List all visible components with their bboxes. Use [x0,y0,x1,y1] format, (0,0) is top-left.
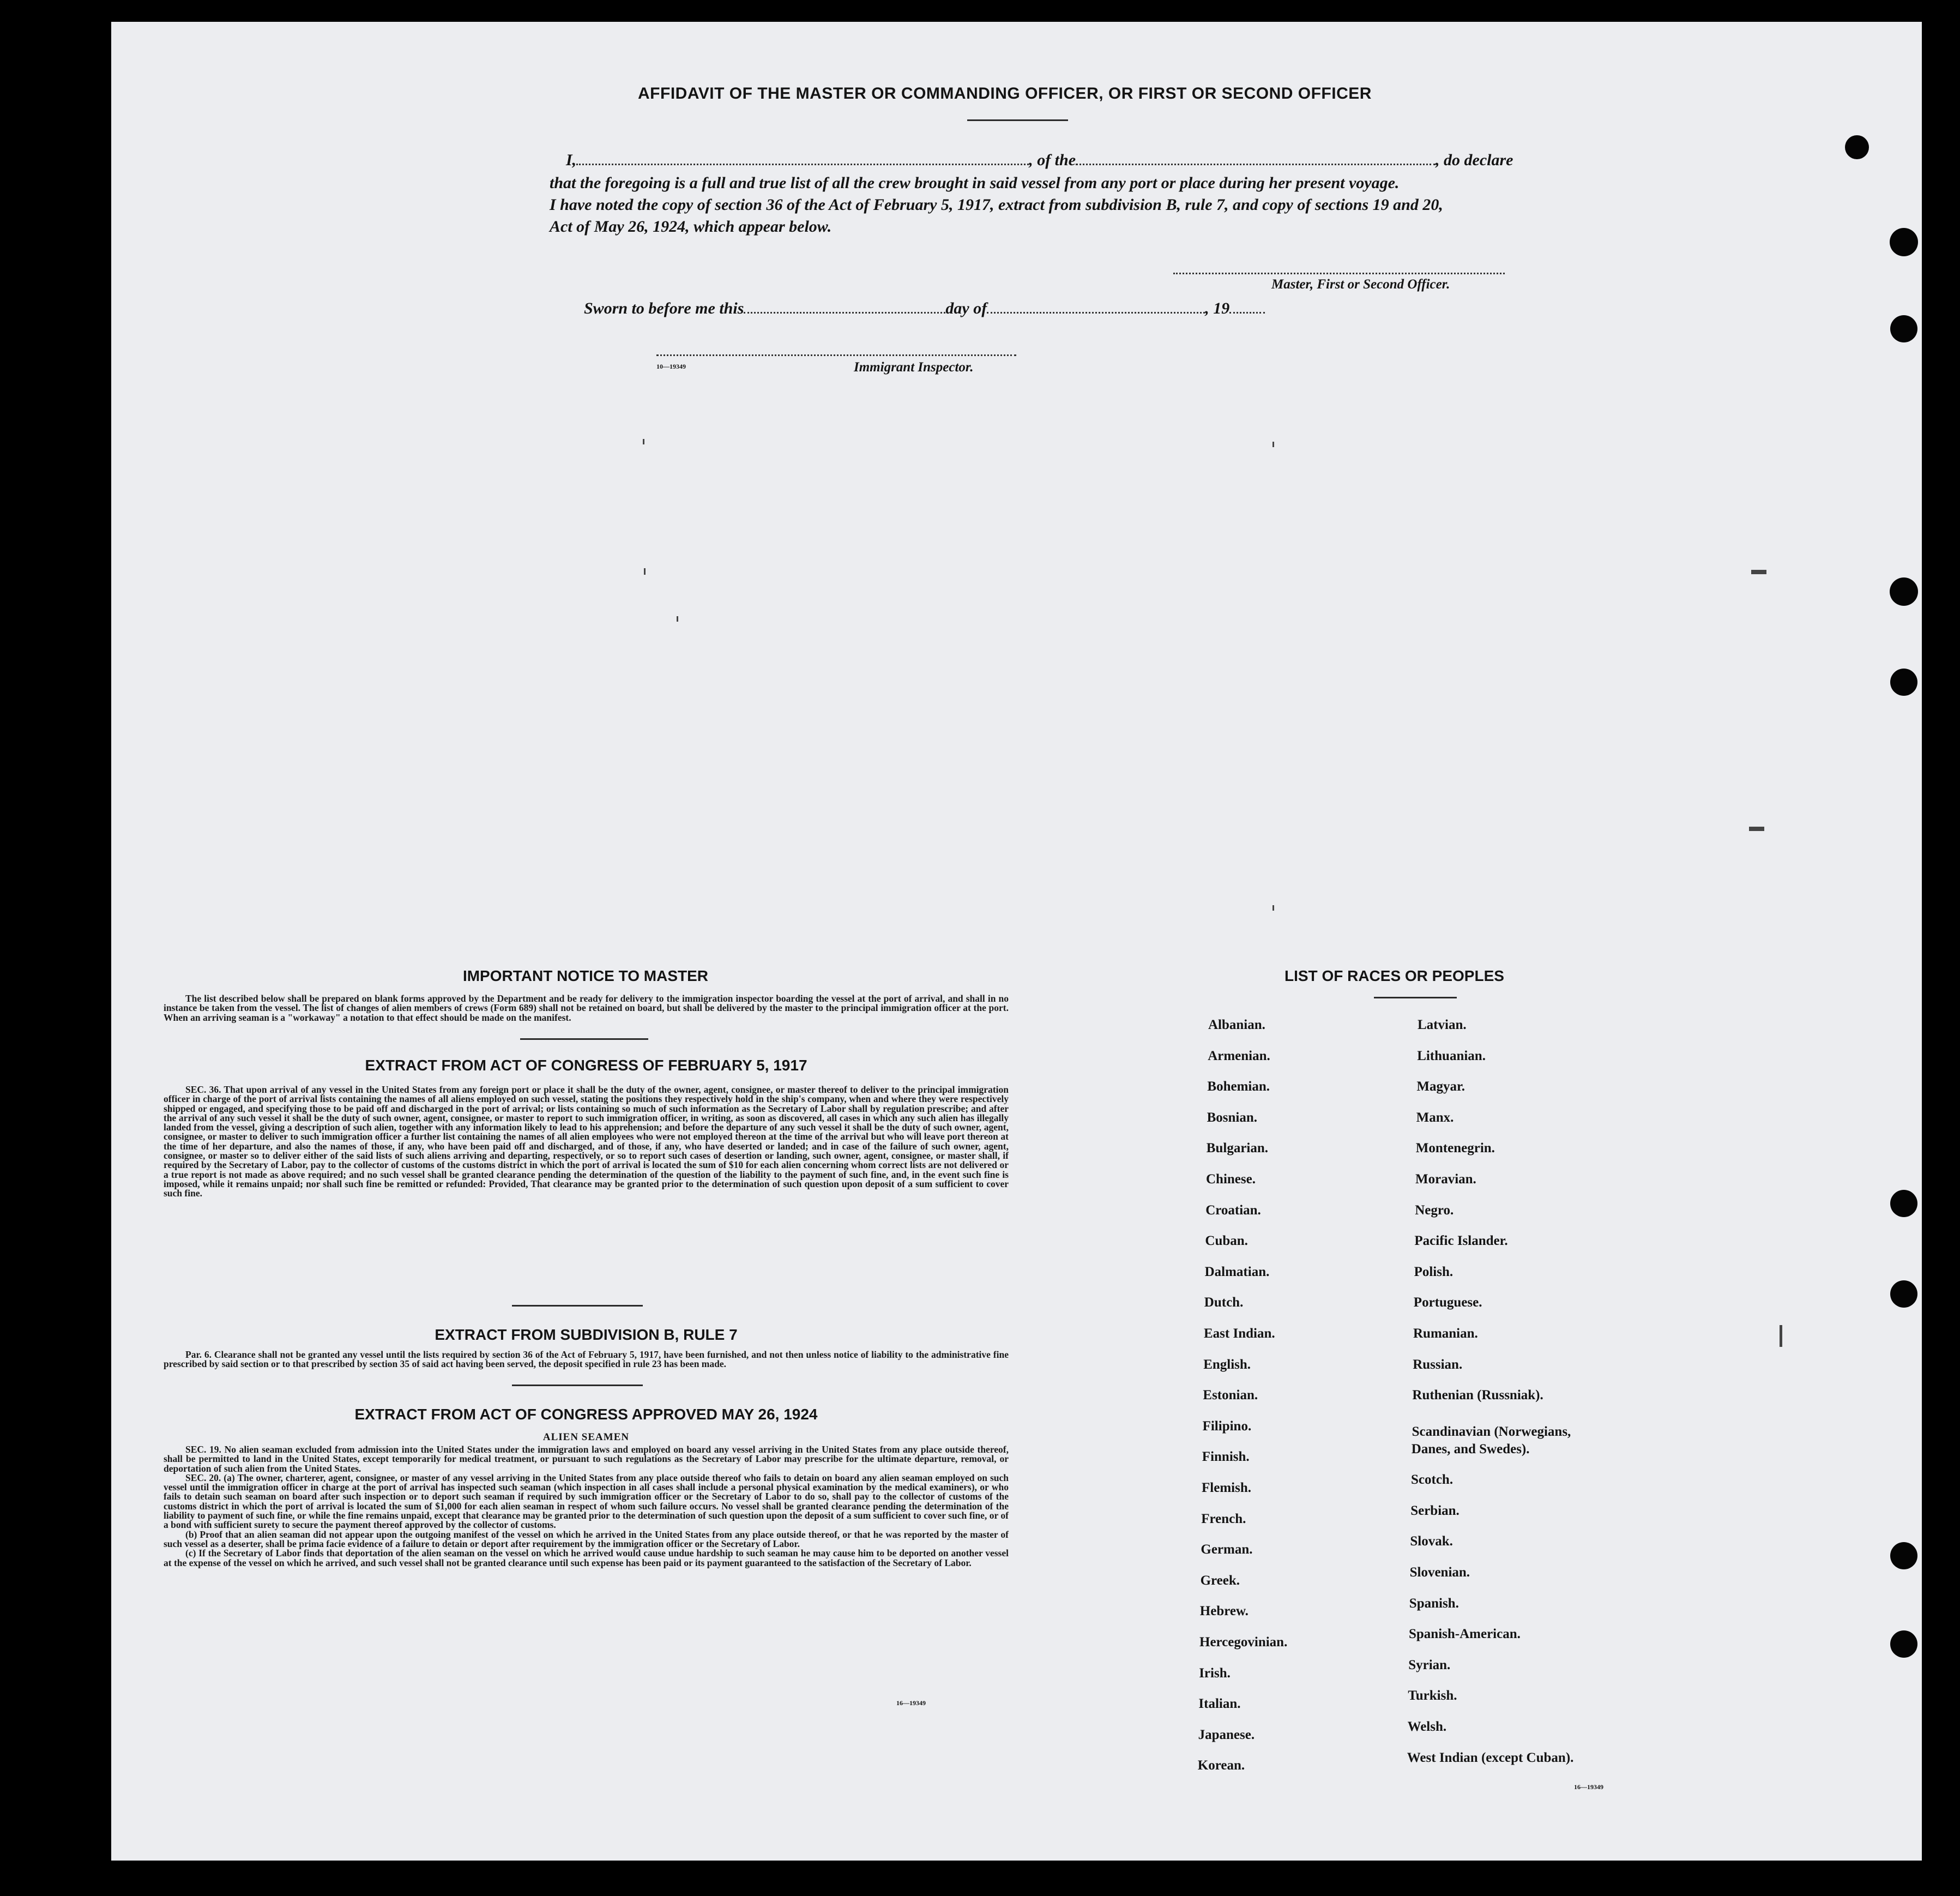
scan-mark [644,568,646,575]
extract-1917-rule [512,1305,643,1307]
section-20a-paragraph: SEC. 20. (a) The owner, charterer, agent, consignee, or master of any vessel arriving in the United States from any place outside thereof who fails to detain on board any alien seaman employed on such vessel until the immigration officer in charge at the port of arrival has inspected such seaman (which inspection in all cases shall include a personal physical examination by the medical examiners), or who fails to detain such seaman on board after such inspection or to deport such seaman if required by such immigration officer or the Secretary of Labor to do so, shall pay to the collector of customs of the customs district in which the port of arrival is located the sum of $1,000 for each alien seaman in respect of whom such failure occurs. No vessel shall be granted clearance pending the determination of the liability to payment of such fine, or while the fine remains unpaid, except that clearance may be granted prior to the determination of such question upon the deposit of a sum sufficient to cover such fine, or of a bond with sufficient surety to secure the payment thereof approved by the collector of customs. [164,1472,1009,1531]
binder-hole [1890,1190,1917,1217]
race-item: Greek. [1200,1573,1240,1588]
race-item: Finnish. [1202,1449,1250,1465]
affidavit-line-1 [550,149,1513,172]
race-item: Manx. [1416,1110,1454,1125]
race-item: Bosnian. [1207,1110,1258,1125]
race-item: Turkish. [1408,1688,1457,1704]
race-item: Spanish. [1409,1596,1459,1611]
race-item: English. [1203,1357,1251,1372]
section-20b-paragraph: (b) Proof that an alien seaman did not appear upon the outgoing manifest of the vessel on which he arrived in the United States from any place outside thereof, or that he was reported by the master of such vessel as a deserter, shall be prima facie evidence of a failure to detain or deport after requirement by the immigration officer or the Secretary of Labor. [164,1528,1009,1549]
affidavit-title: AFFIDAVIT OF THE MASTER OR COMMANDING OFFICER, OR FIRST OR SECOND OFFICER [638,85,1372,103]
extract-form-number: 16—19349 [896,1699,926,1707]
race-item: Welsh. [1407,1719,1447,1734]
race-item: Hercegovinian. [1199,1635,1288,1650]
extract-rule7-rule [512,1385,643,1386]
race-item: Dutch. [1204,1295,1244,1310]
binder-hole [1890,1542,1917,1569]
race-item: Montenegrin. [1415,1141,1495,1156]
extract-1924-text [164,1445,1009,1568]
race-item: West Indian (except Cuban). [1407,1750,1574,1765]
race-item: Cuban. [1205,1233,1248,1249]
notice-text [164,994,1009,1022]
scan-mark [1751,570,1766,574]
inspector-signature-line[interactable] [656,354,1016,356]
declarant-name-field[interactable] [576,154,1029,165]
race-item: Bohemian. [1207,1079,1270,1094]
section-20c-paragraph: (c) If the Secretary of Labor finds that deportation of the alien seaman on the vessel on which he arrived would cause undue hardship to such seaman he may cause him to be deported on another vessel at the expense of the vessel on which he arrived, and such vessel shall not be granted clearance until such expense has been paid or its payment guaranteed to the satisfaction of the Secretary of Labor. [164,1548,1009,1568]
races-title: LIST OF RACES OR PEOPLES [1284,967,1504,984]
race-item: Russian. [1413,1357,1463,1372]
race-item: Japanese. [1198,1727,1255,1742]
race-item: Flemish. [1202,1480,1251,1495]
race-item: Lithuanian. [1417,1048,1486,1063]
vessel-label: , of the [1029,151,1076,169]
inspector-label: Immigrant Inspector. [854,360,974,375]
vessel-name-field[interactable] [1076,154,1436,165]
binder-hole [1890,315,1917,342]
notice-title: IMPORTANT NOTICE TO MASTER [462,967,709,984]
extract-1917-title: EXTRACT FROM ACT OF CONGRESS OF FEBRUARY 5, 1917 [365,1057,807,1074]
alien-seamen-subtitle: ALIEN SEAMEN [542,1431,630,1443]
affidavit-line-3: I have noted the copy of section 36 of the Act of February 5, 1917, extract from subdivision B, rule 7, and copy of sections 19 and 20, [550,196,1443,214]
binder-hole [1845,135,1869,159]
race-item: Italian. [1198,1696,1241,1712]
document-page [111,22,1922,1861]
affidavit-line-4: Act of May 26, 1924, which appear below. [550,218,832,236]
binder-hole [1890,228,1918,256]
race-item: Negro. [1415,1202,1454,1218]
race-item: Magyar. [1416,1079,1466,1094]
sworn-line [584,297,1265,320]
races-rule [1374,997,1457,998]
scan-mark [643,439,644,444]
affidavit-form-number: 10—19349 [656,363,686,370]
race-item: Chinese. [1206,1172,1256,1187]
race-item: Hebrew. [1199,1604,1249,1619]
race-item: Ruthenian (Russniak). [1412,1388,1543,1403]
scan-mark [1780,1325,1782,1347]
race-item: Dalmatian. [1204,1264,1270,1279]
race-item: Rumanian. [1413,1326,1478,1341]
section-19-paragraph: SEC. 19. No alien seaman excluded from admission into the United States under the immigration laws and employed on board any vessel arriving in the United States from any place outside thereof, shall be permitted to land in the United States, except temporarily for medical treatment, or pursuant to such regulations as the Secretary of Labor may prescribe for the ultimate departure, removal, or deportation of such alien from the United States. [164,1444,1009,1474]
extract-rule7-text [164,1350,1009,1369]
signature-line[interactable] [1173,273,1505,274]
race-item: French. [1201,1511,1246,1526]
race-item: Albanian. [1208,1018,1265,1032]
scan-mark [1273,905,1274,911]
sworn-prefix: Sworn to before me this [584,299,744,317]
race-item: Latvian. [1418,1018,1467,1032]
extract-rule7-title: EXTRACT FROM SUBDIVISION B, RULE 7 [435,1326,738,1343]
notice-paragraph: The list described below shall be prepared on blank forms approved by the Department and be ready for delivery to the immigration inspector boarding the vessel at the port of arrival, and shall in no instance be taken from the vessel. The list of changes of alien members of crews (Form 689) shall not be retained on board, but shall be delivered by the master to the principal immigration officer at the port. When an arriving seaman is a "workaway" a notation to that effect should be made on the manifest. [164,993,1009,1023]
race-item: Armenian. [1208,1048,1270,1063]
declarant-prefix: I, [566,151,577,169]
sworn-year-field[interactable] [1229,302,1265,314]
notice-rule [520,1038,648,1040]
race-item: Scandinavian (Norwegians, [1412,1424,1571,1440]
race-item: Slovenian. [1409,1565,1470,1580]
affidavit-line-2: that the foregoing is a full and true list of all the crew brought in said vessel from any port or place during her present voyage. [550,174,1400,192]
race-item: Korean. [1197,1758,1245,1773]
sworn-day-field[interactable] [744,302,945,314]
sworn-day-label: day of [945,299,987,317]
race-item: Estonian. [1203,1388,1258,1403]
race-item: Serbian. [1410,1503,1460,1518]
extract-rule7-paragraph: Par. 6. Clearance shall not be granted any vessel until the lists required by section 36 of the Act of February 5, 1917, have been furnished, and not then unless notice of liability to the administrative fine prescribed by said section or to that prescribed by section 35 of said act having been served, the deposit specified in rule 23 has been made. [164,1349,1009,1370]
race-item: Moravian. [1415,1172,1476,1187]
race-item: Croatian. [1205,1202,1261,1218]
title-rule [967,119,1068,121]
extract-1924-title: EXTRACT FROM ACT OF CONGRESS APPROVED MAY 26, 1924 [354,1406,818,1423]
scan-mark [1273,442,1274,447]
signature-label: Master, First or Second Officer. [1271,277,1450,292]
race-item: Portuguese. [1413,1295,1482,1310]
declare-label: , do declare [1436,151,1513,169]
scan-mark [1749,827,1764,831]
sworn-month-field[interactable] [987,302,1205,314]
scan-mark [677,616,678,622]
race-item: Polish. [1414,1264,1454,1279]
binder-hole [1890,669,1917,696]
sworn-year-label: , 19 [1205,299,1230,317]
binder-hole [1890,1280,1917,1308]
race-item: Pacific Islander. [1414,1233,1508,1249]
race-item: Bulgarian. [1206,1141,1269,1156]
race-item: East Indian. [1204,1326,1275,1341]
race-item: Irish. [1199,1665,1231,1681]
race-item: Scotch. [1411,1472,1454,1488]
binder-hole [1890,577,1918,606]
extract-1917-text [164,1085,1009,1199]
binder-hole [1890,1630,1917,1658]
race-item: German. [1201,1542,1253,1557]
races-form-number: 16—19349 [1574,1783,1603,1791]
race-item: Spanish-American. [1409,1627,1521,1642]
race-item: Filipino. [1202,1418,1252,1434]
race-item: Danes, and Swedes). [1411,1442,1530,1457]
race-item: Syrian. [1408,1657,1451,1672]
extract-1917-paragraph: SEC. 36. That upon arrival of any vessel in the United States from any foreign port or place it shall be the duty of the owner, agent, consignee, or master thereof to deliver to the principal immigration officer in charge of the port of arrival lists containing the names of all aliens employed on such vessel, stating the positions they respectively hold in the ship's company, when and where they were respectively shipped or engaged, and specifying those to be paid off and discharged in the port of arrival; or lists containing so much of such information as the Secretary of Labor shall by regulation prescribe; and after the arrival of any such vessel it shall be the duty of such owner, agent, consignee, or master to report to such immigration officer, in writing, as soon as discovered, all cases in which any such alien has illegally landed from the vessel, giving a description of such alien, together with any information likely to lead to his apprehension; and before the departure of any such vessel it shall be the duty of such owner, agent, consignee, or master to deliver to such immigration officer a further list containing the names of all alien employees who were not employed thereon at the time of the arrival but who will leave port thereon at the time of her departure, and also the names of those, if any, who have been paid off and discharged, and of those, if any, who have deserted or landed; and in case of the failure of such owner, agent, consignee, or master so to deliver either of the said lists of such aliens arriving and departing, respectively, or so to report such cases of desertion or landing, such owner, agent, consignee, or master shall, if required by the Secretary of Labor, pay to the collector of customs of the customs district in which the port of arrival is located the sum of $10 for each alien concerning whom correct lists are not delivered or a true report is not made as above required; and no such vessel shall be granted clearance pending the determination of the question of the liability to the payment of such fine, and, in the event such fine is imposed, while it remains unpaid; nor shall such fine be remitted or refunded: Provided, That clearance may be granted prior to the determination of such question upon deposit of a sum sufficient to cover such fine. [164,1084,1009,1199]
race-item: Slovak. [1410,1534,1453,1549]
